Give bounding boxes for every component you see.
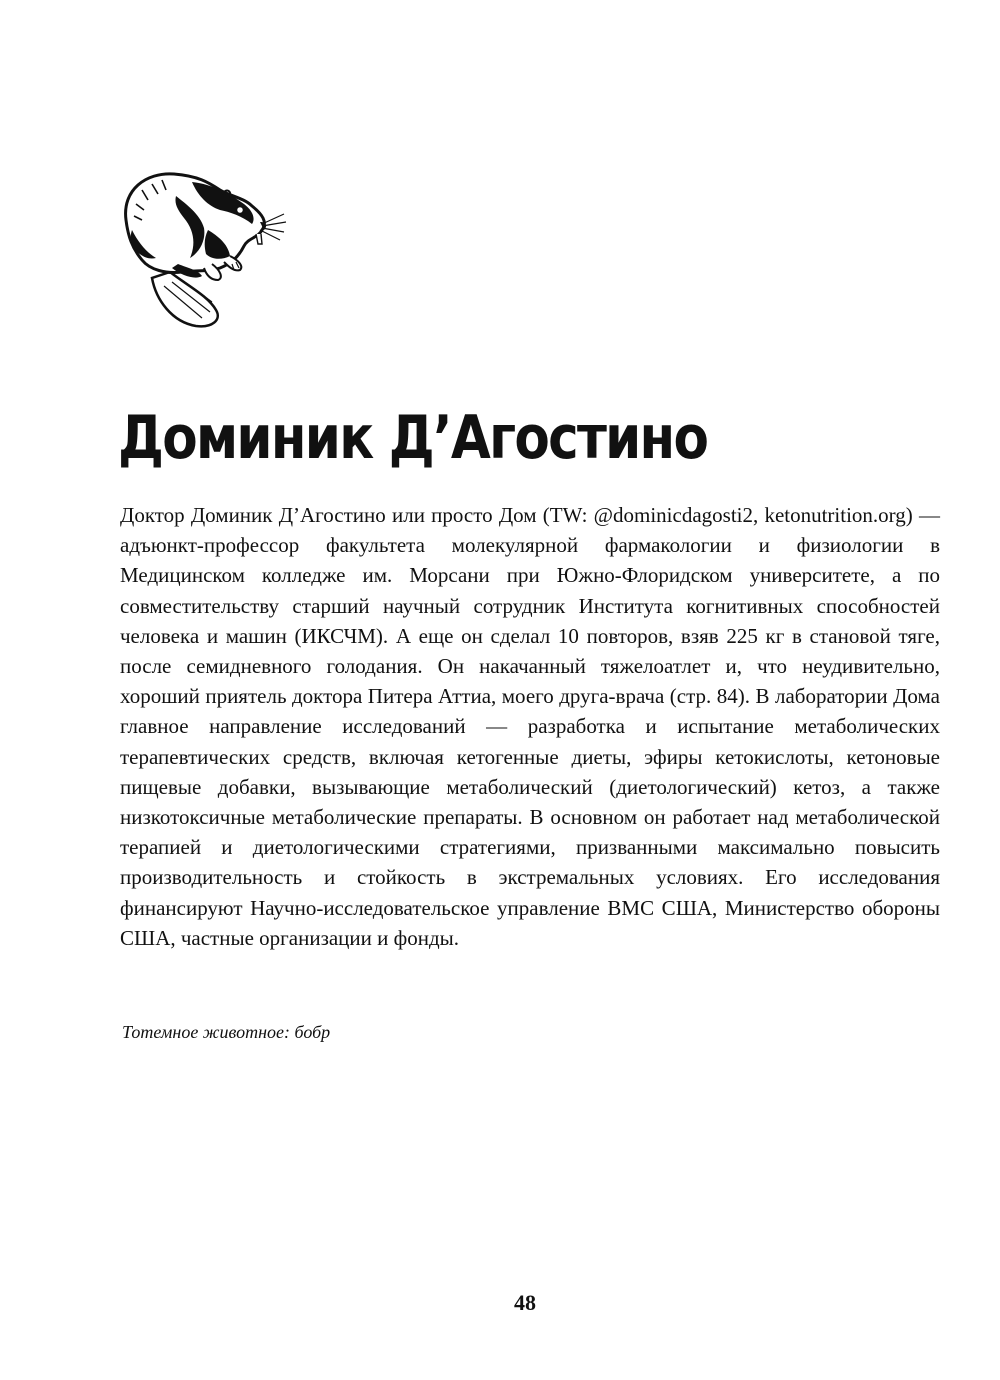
page-number: 48 <box>514 1290 536 1315</box>
body-paragraph: Доктор Доминик Д’Агостино или просто Дом (TW: @dominicdagosti2, ketonutrition.org) — адъюнкт-профессор факультета молекулярной фармакологии и физиологии в Медицинском колледже им. Морсани при Южно-Флоридском университете, а по совместительству старший научный сотрудник Института когнитивных способностей человека и машин (ИКСЧМ). А еще он сделал 10 повторов, взяв 225 кг в становой тяге, после семидневного голодания. Он накачанный тяжелоатлет и, что неудивительно, хороший приятель доктора Питера Аттиа, моего друга-врача (стр. 84). В лаборатории Дома главное направление исследований — разработка и испытание метаболических терапевтических средств, включая кетогенные диеты, эфиры кетокислоты, кетоновые пищевые добавки, вызывающие метаболический (диетологический) кетоз, а также низкотоксичные метаболические препараты. В основном он работает над метаболической терапией и диетологическими стратегиями, призванными максимально повысить производительность и стойкость в экстремальных условиях. Его исследования финансируют Научно-исследовательское управление ВМС США, Министерство обороны США, частные организации и фонды. <box>120 503 940 950</box>
beaver-icon <box>112 160 292 340</box>
beaver-illustration <box>112 160 292 340</box>
totem-animal: Тотемное животное: бобр <box>122 1022 331 1042</box>
page-title: Доминик Д’Агостино <box>118 403 708 473</box>
